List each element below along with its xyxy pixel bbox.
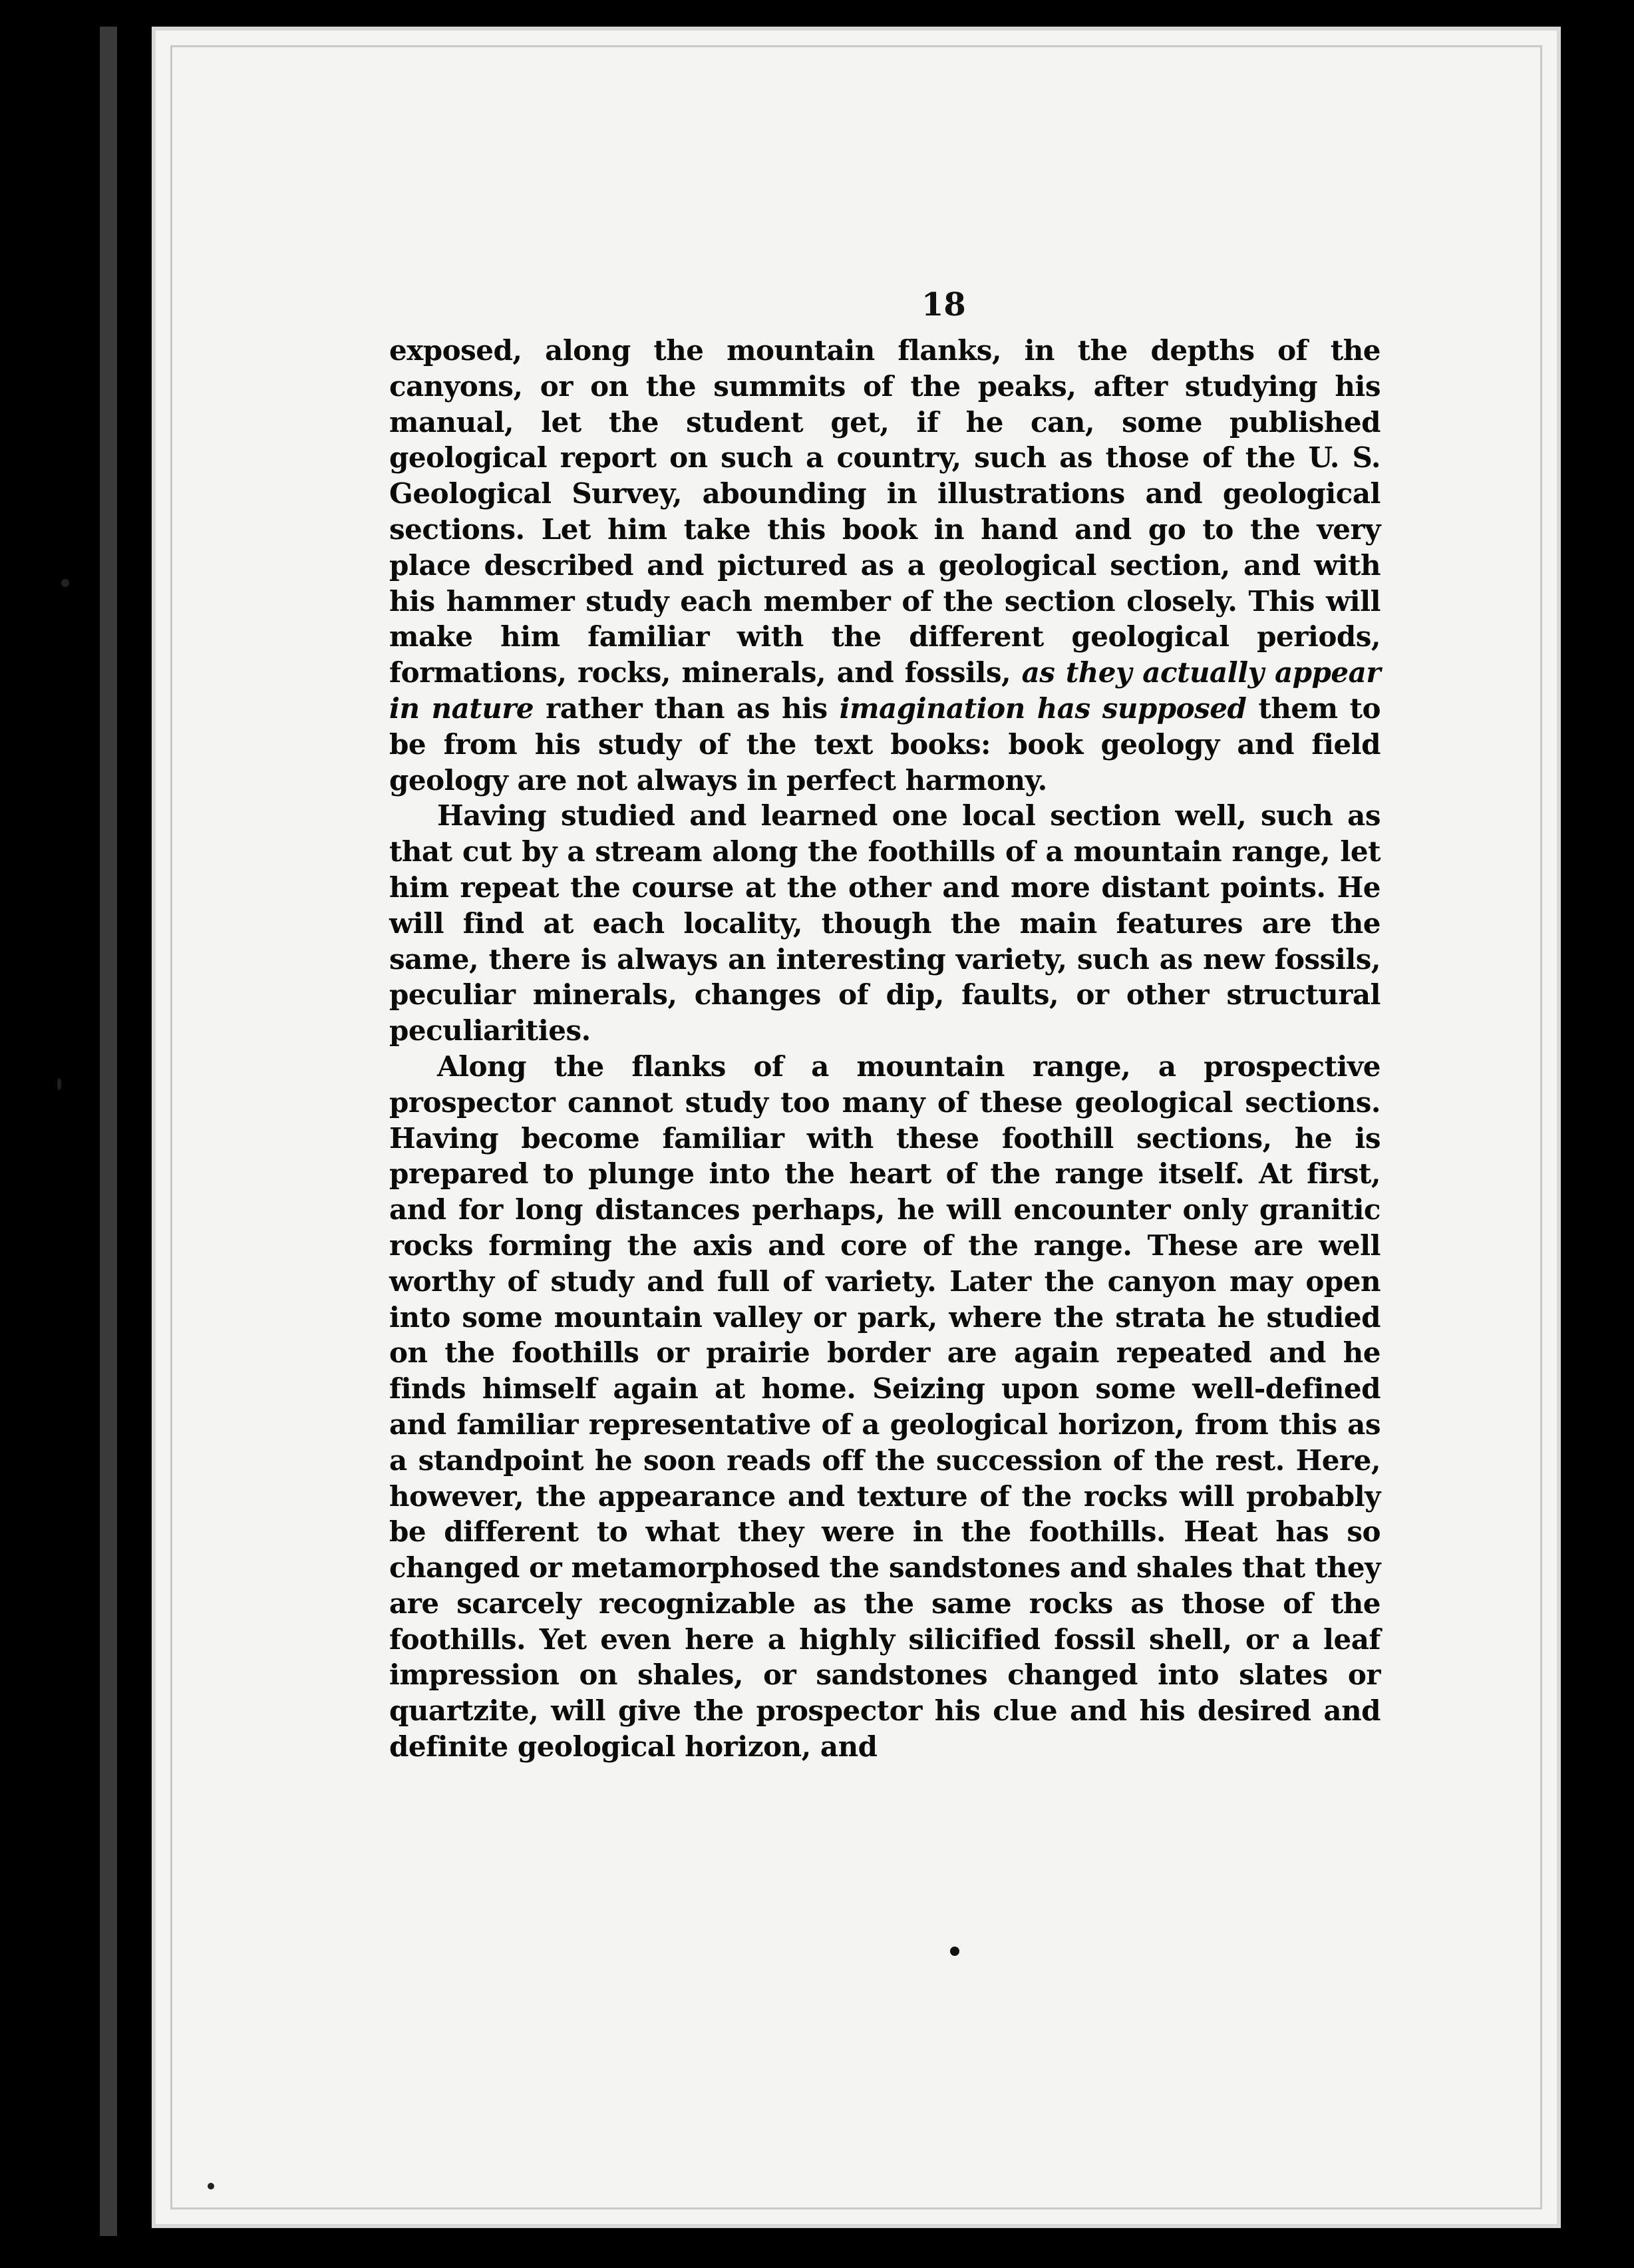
- body-text: [389, 333, 1381, 1765]
- paragraph-2: [389, 798, 1381, 1049]
- scan-speck: [208, 2183, 214, 2189]
- italic-run: as they actually appear in nature: [389, 656, 1381, 725]
- paragraph-3: [389, 1049, 1381, 1765]
- printer-dot: [950, 1947, 959, 1956]
- scan-left-rule: [100, 27, 117, 2236]
- text-run: exposed, along the mountain flanks, in the depths of the canyons, or on the summits of the peaks, after studying his manual, let the student get, if he can, some published geological report on such a country, such as those of the U. S. Geological Survey, abounding in illustrations and geological sections. Let him take this book in hand and go to the very place described and pictured as a geological section, and with his hammer study each member of the section closely. This will make him familiar with the different geological periods, formations, rocks, minerals, and fossils,: [389, 334, 1381, 689]
- paragraph-1: [389, 333, 1381, 798]
- text-run: them to be from his study of the text books: book geology and field geology are not always in perfect harmony.: [389, 691, 1381, 797]
- scan-speck: [57, 1078, 61, 1090]
- page-number: 18: [921, 286, 966, 323]
- scan-speck: [61, 579, 69, 587]
- text-run: rather than as his: [534, 691, 840, 725]
- italic-run: imagination has supposed: [839, 691, 1247, 725]
- text-run: Along the flanks of a mountain range, a prospective prospector cannot study too many of these geological sections. Having become familiar with these foothill sections, he is prepared to plunge into the heart of the range itself. At first, and for long distances perhaps, he will encounter only granitic rocks forming the axis and core of the range. These are well worthy of study and full of variety. Later the canyon may open into some mountain valley or park, where the strata he studied on the foothills or prairie border are again repeated and he finds himself again at home. Seizing upon some well-defined and familiar representative of a geological horizon, from this as a standpoint he soon reads off the succession of the rest. Here, however, the appearance and texture of the rocks will probably be different to what they were in the foothills. Heat has so changed or metamorphosed the sandstones and shales that they are scarcely recognizable as the same rocks as those of the foothills. Yet even here a highly silicified fossil shell, or a leaf impression on shales, or sandstones changed into slates or quartzite, will give the prospector his clue and his desired and definite geological horizon, and: [389, 1049, 1381, 1764]
- text-run: Having studied and learned one local section well, such as that cut by a stream along the foothills of a mountain range, let him repeat the course at the other and more distant points. He will find at each locality, though the main features are the same, there is always an interesting variety, such as new fossils, peculiar minerals, changes of dip, faults, or other structural peculiarities.: [389, 799, 1381, 1047]
